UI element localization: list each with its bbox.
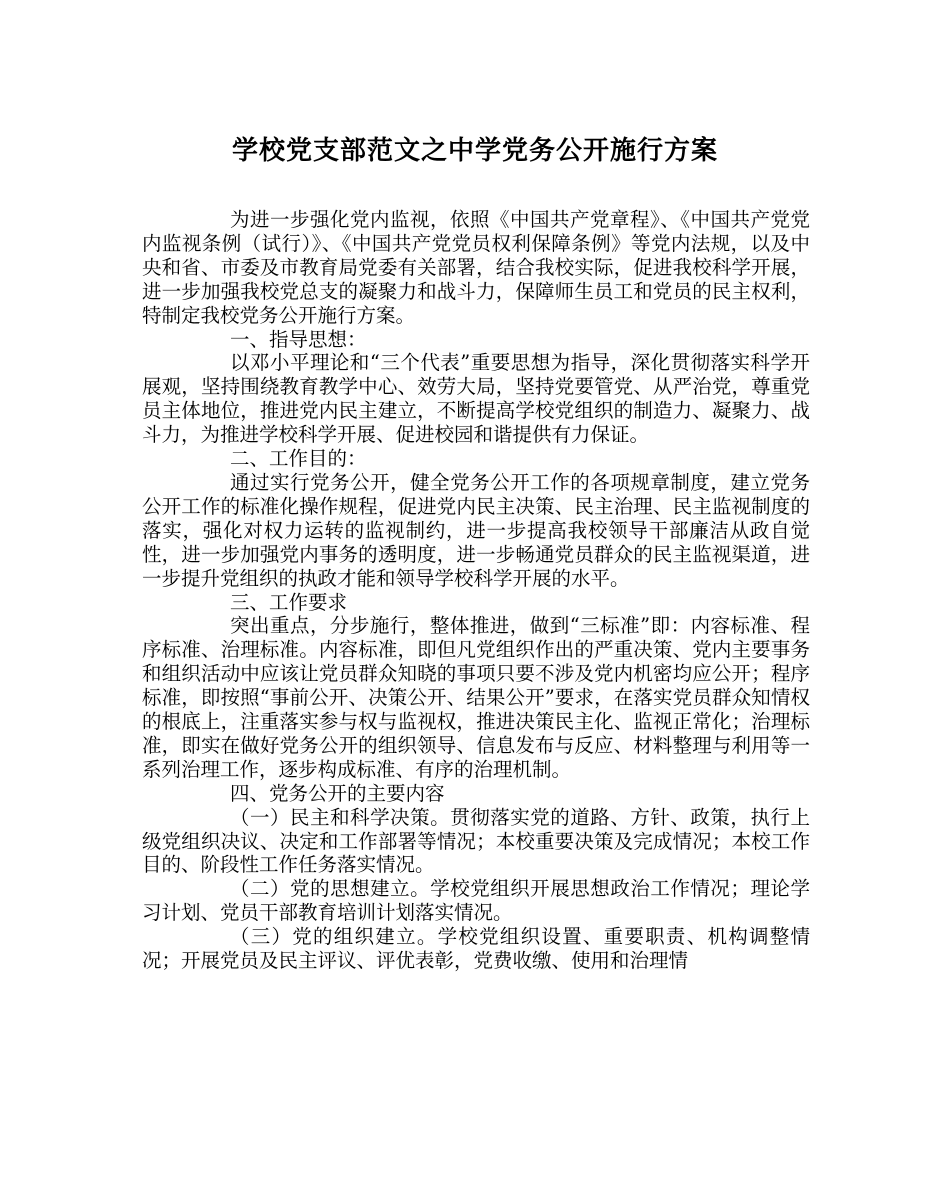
work-requirements-paragraph: 突出重点，分步施行，整体推进，做到“三标准”即：内容标准、程序标准、治理标准。内容标准，即但凡党组织作出的严重决策、党内主要事务和组织活动中应该让党员群众知晓的事项只要不涉及党内机密均应公开；程序标准，即按照“事前公开、决策公开、结果公开”要求，在落实党员群众知情权的根底上，注重落实参与权与监视权，推进决策民主化、监视正常化；治理标准，即实在做好党务公开的组织领导、信息发布与反应、材料整理与利用等一系列治理工作，逐步构成标准、有序的治理机制。: [142, 614, 810, 781]
intro-paragraph: 为进一步强化党内监视，依照《中国共产党章程》、《中国共产党党内监视条例（试行）》、《中国共产党党员权利保障条例》等党内法规，以及中央和省、市委及市教育局党委有关部署，结合我校实际，促进我校科学开展，进一步加强我校党总支的凝聚力和战斗力，保障师生员工和党员的民主权利，特制定我校党务公开施行方案。: [142, 208, 810, 327]
subsection-ideology-building: （二）党的思想建立。学校党组织开展思想政治工作情况；理论学习计划、党员干部教育培训计划落实情况。: [142, 877, 810, 925]
subsection-organization-building: （三）党的组织建立。学校党组织设置、重要职责、机构调整情况；开展党员及民主评议、评优表彰，党费收缴、使用和治理情: [142, 925, 810, 973]
section-heading-work-requirements: 三、工作要求: [230, 590, 348, 614]
subsection-decision-making: （一）民主和科学决策。贯彻落实党的道路、方针、政策，执行上级党组织决议、决定和工作部署等情况；本校重要决策及完成情况；本校工作目的、阶段性工作任务落实情况。: [142, 805, 810, 877]
guiding-thought-paragraph: 以邓小平理论和“三个代表”重要思想为指导，深化贯彻落实科学开展观，坚持围绕教育教学中心、效劳大局，坚持党要管党、从严治党，尊重党员主体地位，推进党内民主建立，不断提高学校党组织的制造力、凝聚力、战斗力，为推进学校科学开展、促进校园和谐提供有力保证。: [142, 351, 810, 447]
document-body: [142, 208, 810, 973]
document-title: 学校党支部范文之中学党务公开施行方案: [231, 136, 718, 166]
section-heading-work-goals: 二、工作目的：: [230, 447, 367, 471]
section-heading-main-contents: 四、党务公开的主要内容: [230, 781, 445, 805]
work-goals-paragraph: 通过实行党务公开，健全党务公开工作的各项规章制度，建立党务公开工作的标准化操作规程，促进党内民主决策、民主治理、民主监视制度的落实，强化对权力运转的监视制约，进一步提高我校领导干部廉洁从政自觉性，进一步加强党内事务的透明度，进一步畅通党员群众的民主监视渠道，进一步提升党组织的执政才能和领导学校科学开展的水平。: [142, 470, 810, 590]
section-heading-guiding-thought: 一、指导思想：: [230, 327, 367, 351]
